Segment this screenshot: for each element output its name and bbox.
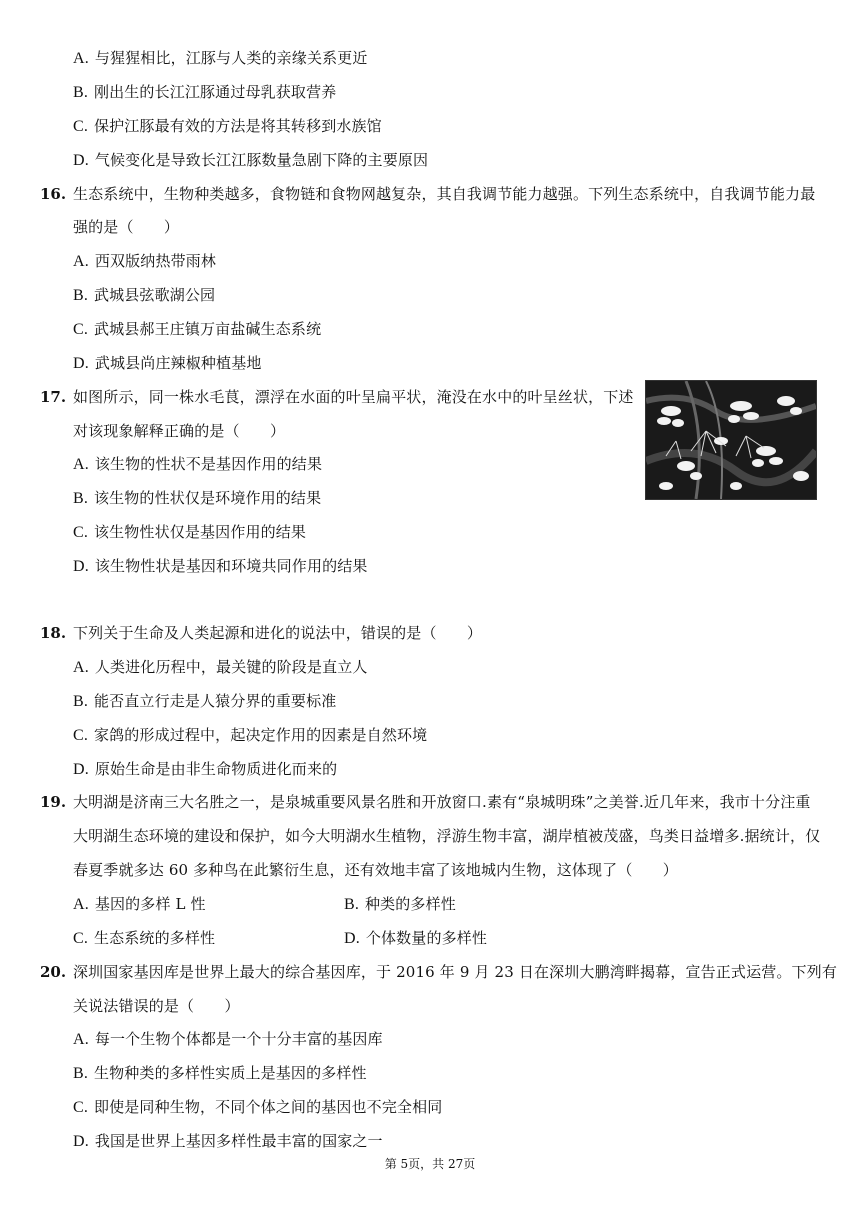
q15-option-b: B. 刚出生的长江江豚通过母乳获取营养 xyxy=(73,83,337,101)
q18-option-d: D. 原始生命是由非生命物质进化而来的 xyxy=(73,760,338,778)
q16-option-c: C. 武城县郝王庄镇万亩盐碱生态系统 xyxy=(73,320,322,338)
water-buttercup-photo xyxy=(645,380,817,500)
q15-option-d: D. 气候变化是导致长江江豚数量急剧下降的主要原因 xyxy=(73,151,429,169)
q19-option-c: C. 生态系统的多样性 xyxy=(73,929,216,947)
q19-stem-line3: 春夏季就多达 60 多种鸟在此繁衍生息，还有效地丰富了该地城内生物，这体现了（ ） xyxy=(73,861,678,879)
q17-option-b: B. 该生物的性状仅是环境作用的结果 xyxy=(73,489,322,507)
q17-number: 17. xyxy=(40,388,67,406)
q19-stem-line2: 大明湖生态环境的建设和保护，如今大明湖水生植物，浮游生物丰富，湖岸植被茂盛，鸟类日益增多.据统计，仅 xyxy=(73,827,821,845)
q16-stem-line1: 生态系统中，生物种类越多，食物链和食物网越复杂，其自我调节能力越强。下列生态系统中，自我调节能力最 xyxy=(73,185,816,203)
q17-option-a: A. 该生物的性状不是基因作用的结果 xyxy=(73,455,323,473)
q18-number: 18. xyxy=(40,624,67,642)
q20-number: 20. xyxy=(40,963,67,981)
q19-number: 19. xyxy=(40,793,67,811)
q18-option-a: A. 人类进化历程中，最关键的阶段是直立人 xyxy=(73,658,368,676)
q17-stem-line1: 如图所示，同一株水毛茛，漂浮在水面的叶呈扁平状，淹没在水中的叶呈丝状，下述 xyxy=(73,388,634,406)
q16-option-d: D. 武城县尚庄辣椒种植基地 xyxy=(73,354,262,372)
q16-stem-line2: 强的是（ ） xyxy=(73,218,180,236)
q15-option-a: A. 与猩猩相比，江豚与人类的亲缘关系更近 xyxy=(73,49,368,67)
q19-option-b: B. 种类的多样性 xyxy=(344,895,456,913)
q20-option-b: B. 生物种类的多样性实质上是基因的多样性 xyxy=(73,1064,367,1082)
q17-option-c: C. 该生物性状仅是基因作用的结果 xyxy=(73,523,307,541)
q17-option-d: D. 该生物性状是基因和环境共同作用的结果 xyxy=(73,557,368,575)
q18-stem: 下列关于生命及人类起源和进化的说法中，错误的是（ ） xyxy=(73,624,483,642)
q20-option-d: D. 我国是世界上基因多样性最丰富的国家之一 xyxy=(73,1132,383,1150)
q16-number: 16. xyxy=(40,185,67,203)
q20-stem-line1: 深圳国家基因库是世界上最大的综合基因库，于 2016 年 9 月 23 日在深圳大鹏湾畔揭幕，宣告正式运营。下列有 xyxy=(73,963,837,981)
q19-option-d: D. 个体数量的多样性 xyxy=(344,929,488,947)
page-footer: 第 5页，共 27页 xyxy=(384,1157,476,1171)
q18-option-b: B. 能否直立行走是人猿分界的重要标准 xyxy=(73,692,337,710)
q18-option-c: C. 家鸽的形成过程中，起决定作用的因素是自然环境 xyxy=(73,726,428,744)
q19-option-a: A. 基因的多样 L 性 xyxy=(73,895,206,913)
q17-stem-line2: 对该现象解释正确的是（ ） xyxy=(73,422,286,440)
q19-stem-line1: 大明湖是济南三大名胜之一，是泉城重要风景名胜和开放窗口.素有“泉城明珠”之美誉.近几年来，我市十分注重 xyxy=(73,793,811,811)
q20-option-c: C. 即使是同种生物，不同个体之间的基因也不完全相同 xyxy=(73,1098,443,1116)
q15-option-c: C. 保护江豚最有效的方法是将其转移到水族馆 xyxy=(73,117,382,135)
q20-stem-line2: 关说法错误的是（ ） xyxy=(73,997,240,1015)
q16-option-a: A. 西双版纳热带雨林 xyxy=(73,252,217,270)
q16-option-b: B. 武城县弦歌湖公园 xyxy=(73,286,216,304)
q20-option-a: A. 每一个生物个体都是一个十分丰富的基因库 xyxy=(73,1030,383,1048)
